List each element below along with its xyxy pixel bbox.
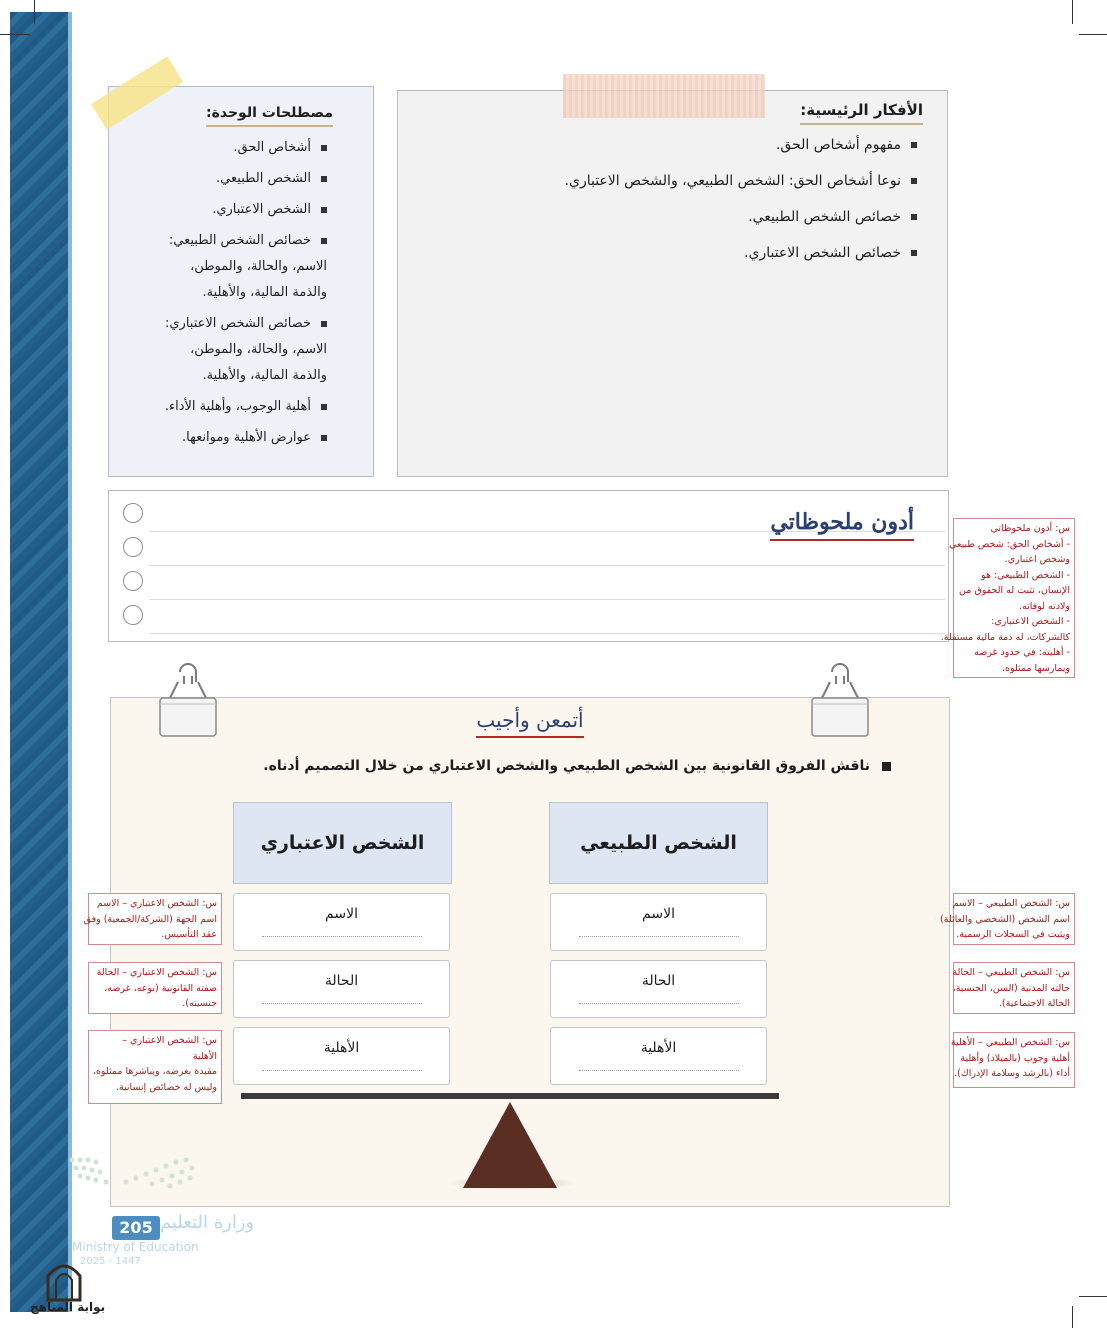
activity-question: ناقش الفروق القانونية بين الشخص الطبيعي والشخص الاعتباري من خلال التصميم أدناه. (263, 758, 891, 774)
bullet-icon (911, 142, 917, 148)
binder-ring-icon (123, 571, 143, 591)
crop-mark (1072, 1306, 1073, 1328)
list-item: نوعا أشخاص الحق: الشخص الطبيعي، والشخص الاعتباري. (457, 171, 917, 207)
unit-terms-list (137, 135, 327, 456)
unit-terms-box (108, 86, 374, 477)
bullet-icon (321, 404, 327, 410)
natural-status-cell[interactable]: الحالة (550, 960, 767, 1018)
natural-capacity-cell[interactable]: الأهلية (550, 1027, 767, 1085)
list-item: خصائص الشخص الطبيعي: الاسم، والحالة، والموطن، والذمة المالية، والأهلية. (168, 233, 327, 300)
bullet-icon (321, 435, 327, 441)
list-item: خصائص الشخص الاعتباري. (457, 243, 917, 279)
notes-box (108, 490, 949, 642)
note-line (149, 599, 945, 600)
key-ideas-title: الأفكار الرئيسية: (800, 101, 923, 125)
notes-answer: س: أدون ملحوظاتي - أشخاص الحق: شخص طبيعي وشخص اعتباري. - الشخص الطبيعي: هو الإنسان، تثبت له الحقوق من ولادته لوفاته. - الشخص الاعتباري: كالشركات، له ذمة مالية مستقلة. - أهليته: في حدود غرضه ويمارسها ممثلوه. (953, 518, 1075, 678)
bullet-icon (911, 250, 917, 256)
notes-title: أدون ملحوظاتي (770, 509, 914, 541)
note-line (149, 633, 945, 634)
binder-ring-icon (123, 605, 143, 625)
crop-mark (34, 0, 35, 24)
key-ideas-list (457, 135, 917, 279)
natural-capacity-answer: س: الشخص الطبيعي – الأهلية أهلية وجوب (بالميلاد) وأهلية أداء (بالرشد وسلامة الإدراك). (953, 1032, 1075, 1088)
edition-year: 2025 - 1447 (80, 1256, 141, 1267)
square-bullet-icon (882, 762, 891, 771)
legal-capacity-cell[interactable]: الأهلية (233, 1027, 450, 1085)
binder-clip-icon (156, 668, 220, 738)
natural-name-answer: س: الشخص الطبيعي – الاسم اسم الشخص (الشخصي والعائلة) ويثبت في السجلات الرسمية. (953, 893, 1075, 945)
bullet-icon (321, 145, 327, 151)
note-line (149, 565, 945, 566)
binder-clip-icon (808, 668, 872, 738)
side-pattern-band (10, 12, 68, 1312)
list-item: مفهوم أشخاص الحق. (457, 135, 917, 171)
scale-fulcrum-icon (463, 1102, 557, 1188)
crop-mark (1079, 1296, 1107, 1297)
crop-mark (0, 34, 30, 35)
unit-terms-title: مصطلحات الوحدة: (206, 105, 333, 127)
list-item: خصائص الشخص الاعتباري: الاسم، والحالة، والموطن، والذمة المالية، والأهلية. (165, 316, 327, 383)
list-item: أشخاص الحق. (137, 135, 327, 161)
list-item: خصائص الشخص الطبيعي. (457, 207, 917, 243)
list-item: أهلية الوجوب، وأهلية الأداء. (137, 394, 327, 420)
binder-ring-icon (123, 503, 143, 523)
list-item: الشخص الاعتباري. (137, 197, 327, 223)
ministry-name-english: Ministry of Education (72, 1240, 199, 1254)
legal-status-cell[interactable]: الحالة (233, 960, 450, 1018)
legal-status-answer: س: الشخص الاعتباري – الحالة صفته القانونية (نوعه، غرضه، جنسيته). (88, 962, 222, 1014)
bullet-icon (911, 178, 917, 184)
list-item: عوارض الأهلية وموانعها. (137, 425, 327, 451)
legal-person-header: الشخص الاعتباري (233, 802, 452, 884)
ministry-logo-dots-icon (66, 1152, 198, 1204)
curriculum-portal-link[interactable]: بوابة المناهج (30, 1300, 106, 1314)
bullet-icon (321, 321, 327, 327)
natural-status-answer: س: الشخص الطبيعي – الحالة حالته المدنية (السن، الجنسية، الحالة الاجتماعية). (953, 962, 1075, 1014)
crop-mark (1079, 34, 1107, 35)
tape-decoration (563, 74, 765, 118)
ministry-name-arabic: وزارة التعليم (160, 1212, 255, 1233)
natural-person-header: الشخص الطبيعي (549, 802, 768, 884)
binder-ring-icon (123, 537, 143, 557)
curriculum-portal-logo-icon (44, 1256, 84, 1302)
natural-name-cell[interactable]: الاسم (550, 893, 767, 951)
bullet-icon (321, 207, 327, 213)
bullet-icon (321, 176, 327, 182)
legal-name-cell[interactable]: الاسم (233, 893, 450, 951)
bullet-icon (321, 238, 327, 244)
activity-panel (110, 697, 950, 1207)
activity-title: أتمعن وأجيب (111, 708, 949, 738)
bullet-icon (911, 214, 917, 220)
crop-mark (1072, 0, 1073, 24)
legal-name-answer: س: الشخص الاعتباري – الاسم اسم الجهة (الشركة/الجمعية) وفق عقد التأسيس. (88, 893, 222, 945)
list-item: الشخص الطبيعي. (137, 166, 327, 192)
legal-capacity-answer: س: الشخص الاعتباري – الأهلية مقيدة بغرضه، ويباشرها ممثلوه، وليس له خصائص إنسانية. (88, 1030, 222, 1104)
page-number: 205 (112, 1216, 160, 1240)
scale-beam (241, 1093, 779, 1099)
side-band-edge (68, 12, 72, 1312)
key-ideas-box (397, 90, 948, 477)
